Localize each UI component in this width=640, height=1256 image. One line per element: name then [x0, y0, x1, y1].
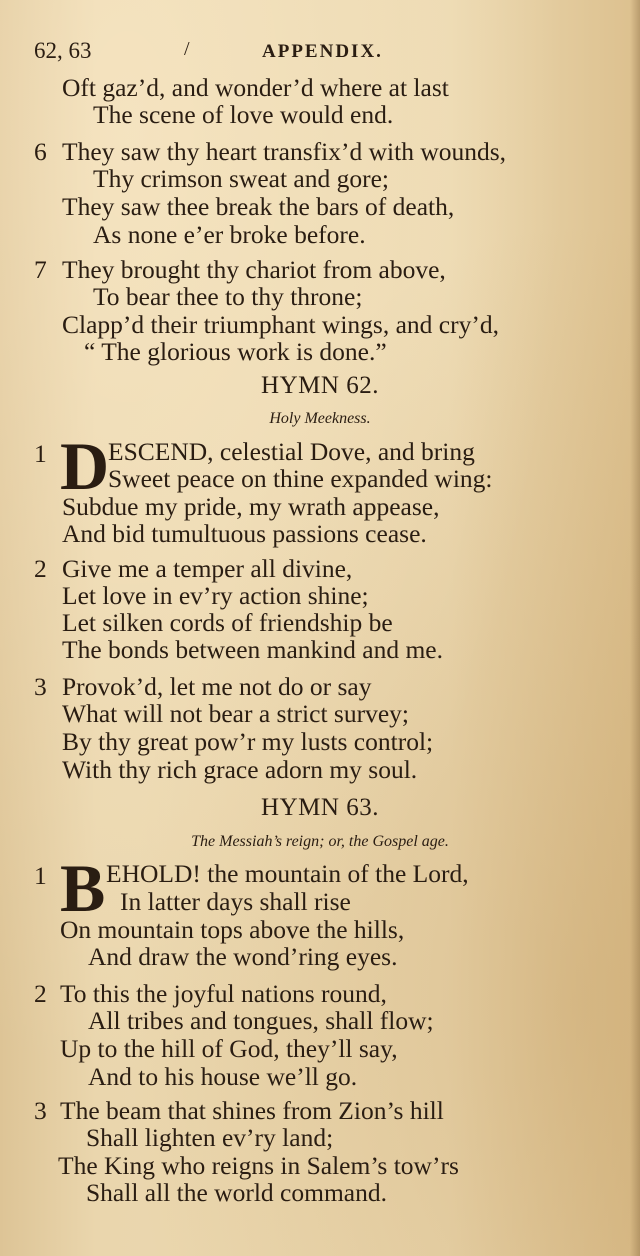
verse-number: 2	[34, 554, 47, 583]
verse-line: The bonds between mankind and me.	[62, 635, 443, 664]
verse-number: 3	[34, 1096, 47, 1125]
verse-line: By thy great pow’r my lusts control;	[62, 727, 434, 756]
verse-number: 7	[34, 255, 47, 284]
drop-cap: D	[60, 428, 110, 504]
verse-line: And to his house we’ll go.	[88, 1062, 358, 1091]
verse-line: “ The glorious work is done.”	[84, 337, 387, 366]
verse-line: Shall lighten ev’ry land;	[86, 1123, 334, 1152]
verse-line: Up to the hill of God, they’ll say,	[60, 1034, 398, 1063]
verse-line: To bear thee to thy throne;	[93, 282, 363, 311]
verse-line: To this the joyful nations round,	[60, 979, 387, 1008]
verse-line: On mountain tops above the hills,	[60, 915, 405, 944]
page-edge-shadow	[630, 0, 640, 1256]
verse-line: The King who reigns in Salem’s tow’rs	[58, 1151, 459, 1180]
page-header	[34, 38, 624, 68]
verse-line: Provok’d, let me not do or say	[62, 672, 372, 701]
verse-line: All tribes and tongues, shall flow;	[88, 1006, 434, 1035]
verse-line: And draw the wond’ring eyes.	[88, 942, 398, 971]
verse-number: 6	[34, 137, 47, 166]
verse-line: Subdue my pride, my wrath appease,	[62, 492, 440, 521]
verse-line: In latter days shall rise	[120, 887, 351, 916]
running-head: APPENDIX.	[262, 41, 383, 62]
verse-line: And bid tumultuous passions cease.	[62, 519, 427, 548]
page-numbers: 62, 63	[34, 38, 92, 63]
verse-number: 1	[34, 439, 47, 468]
verse-line: They brought thy chariot from above,	[62, 255, 446, 284]
verse-line: What will not bear a strict survey;	[62, 699, 409, 728]
verse-line: Oft gaz’d, and wonder’d where at last	[62, 73, 449, 102]
verse-line: With thy rich grace adorn my soul.	[62, 755, 418, 784]
verse-line: They saw thee break the bars of death,	[62, 192, 455, 221]
hymn-subtitle: Holy Meekness.	[269, 410, 371, 427]
hymn-subtitle: The Messiah’s reign; or, the Gospel age.	[191, 833, 449, 850]
verse-line: EHOLD! the mountain of the Lord,	[106, 859, 469, 888]
hymn-title: HYMN 62.	[261, 372, 379, 399]
verse-line: Sweet peace on thine expanded wing:	[108, 464, 493, 493]
verse-line: ESCEND, celestial Dove, and bring	[108, 437, 475, 466]
verse-number: 2	[34, 979, 47, 1008]
drop-cap: B	[60, 850, 106, 926]
verse-line: They saw thy heart transfix’d with wounds,	[62, 137, 507, 166]
verse-line: The scene of love would end.	[93, 100, 394, 129]
verse-line: Shall all the world command.	[86, 1178, 387, 1207]
verse-number: 1	[34, 861, 47, 890]
verse-line: Thy crimson sweat and gore;	[93, 164, 390, 193]
verse-line: Give me a temper all divine,	[62, 554, 353, 583]
hymn-title: HYMN 63.	[261, 794, 379, 821]
header-mark: /	[184, 38, 190, 60]
verse-line: Let love in ev’ry action shine;	[62, 581, 369, 610]
verse-line: As none e’er broke before.	[93, 220, 366, 249]
verse-number: 3	[34, 672, 47, 701]
verse-line: Let silken cords of friendship be	[62, 608, 393, 637]
verse-line: Clapp’d their triumphant wings, and cry’d,	[62, 310, 499, 339]
verse-line: The beam that shines from Zion’s hill	[60, 1096, 444, 1125]
